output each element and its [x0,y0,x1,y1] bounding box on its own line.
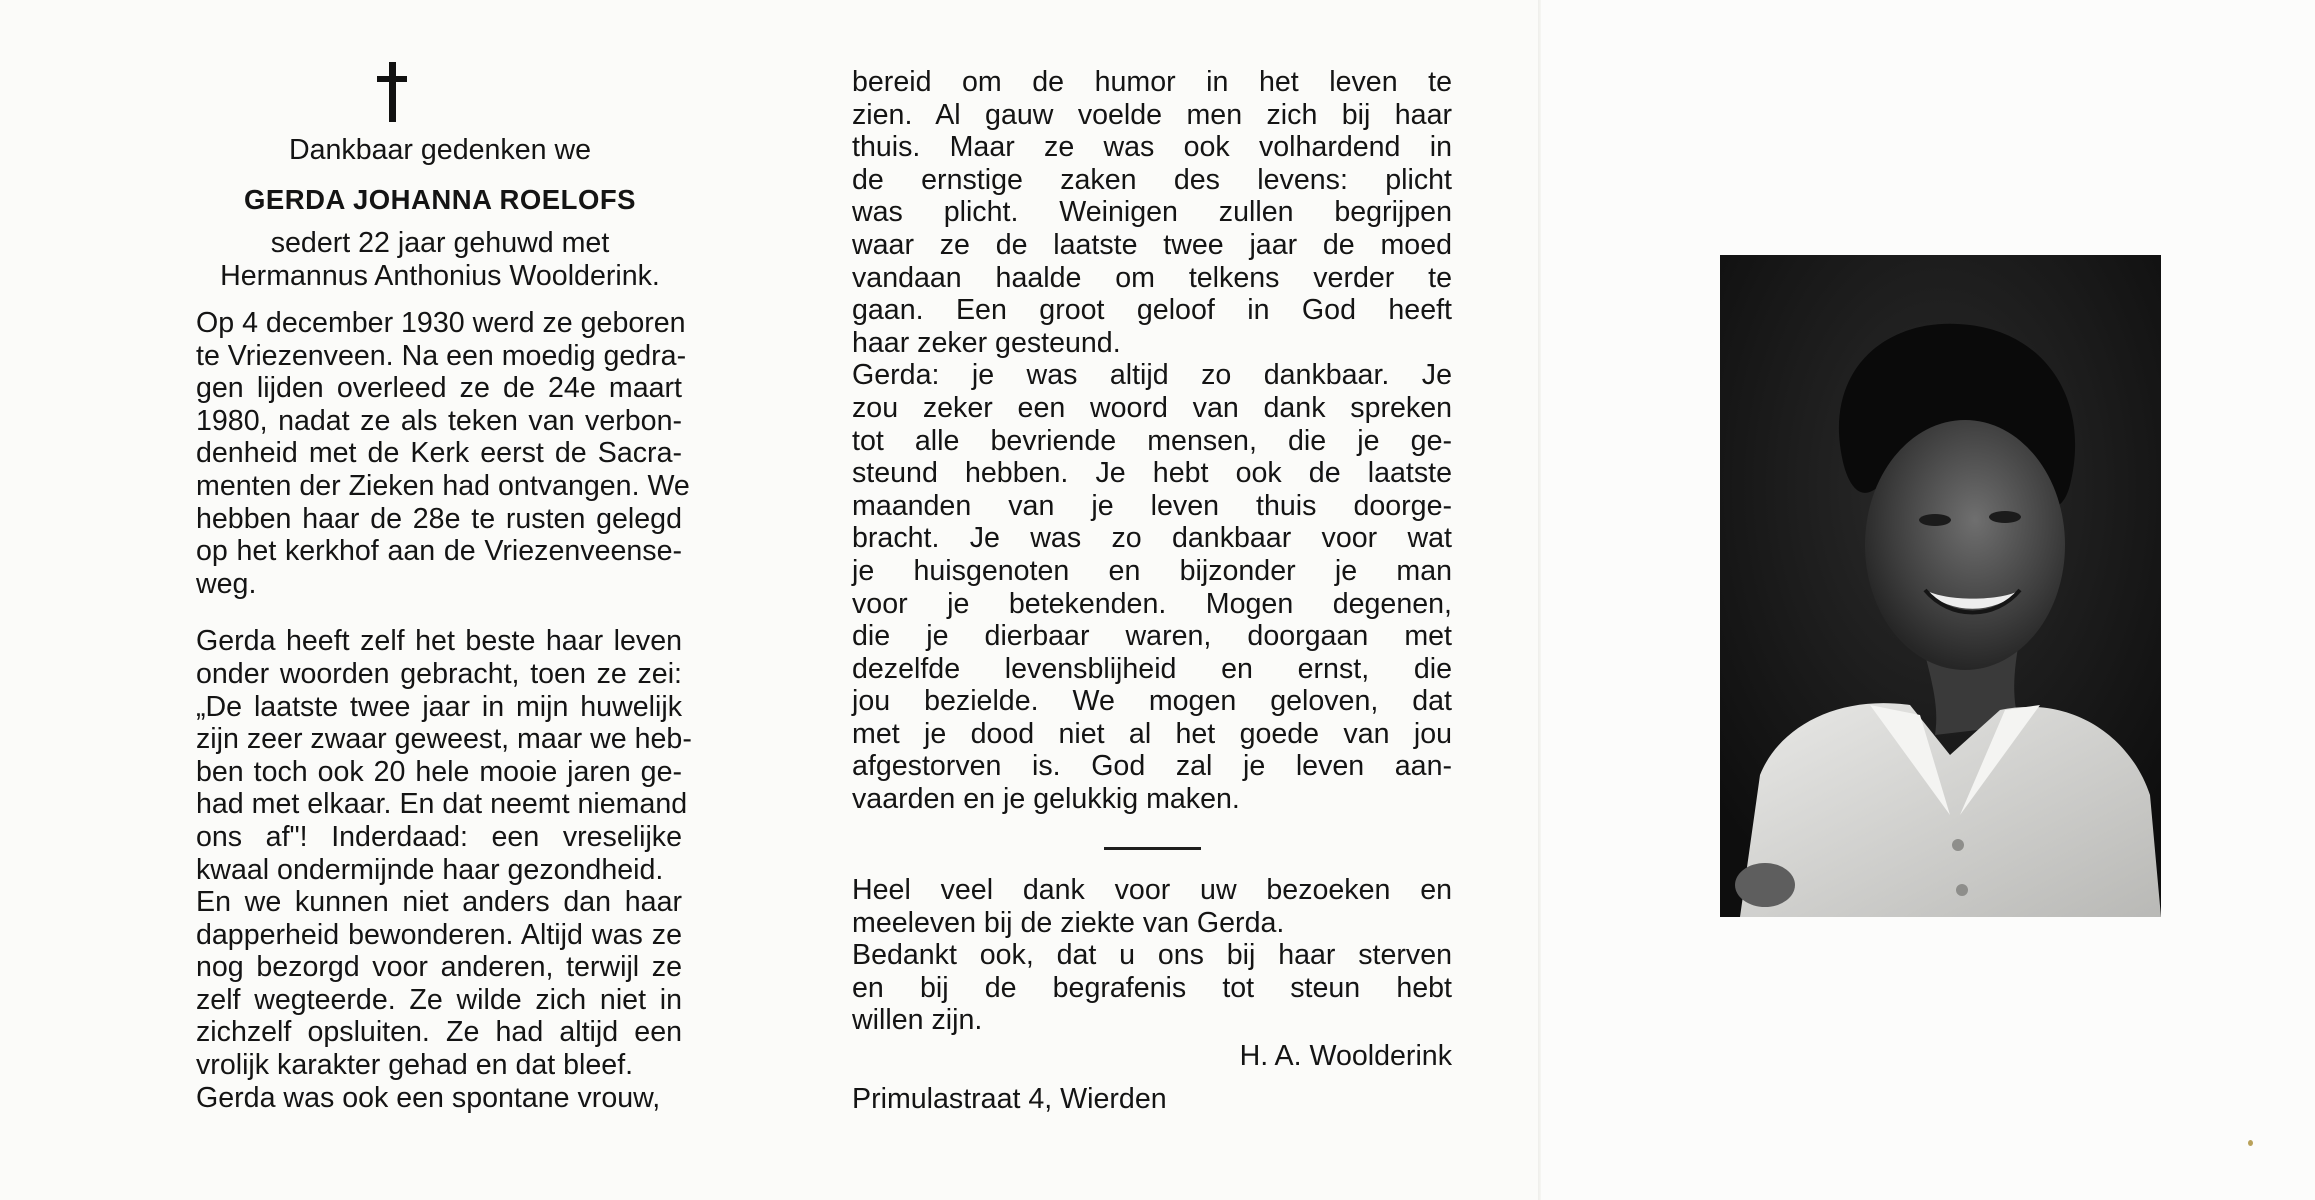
text-line: „De laatste twee jaar in mijn huwelijk [196,690,682,723]
text-line: zichzelf opsluiten. Ze had altijd een [196,1016,682,1049]
signature: H. A. Woolderink [1239,1040,1452,1072]
left-paragraph-2 [196,625,692,886]
text-line: gen lijden overleed ze de 24e maart [196,372,682,405]
text-line: de ernstige zaken des levens: plicht [852,163,1452,196]
text-line: kwaal ondermijnde haar gezondheid. [196,853,664,886]
text-line: Gerda: je was altijd zo dankbaar. Je [852,359,1452,392]
left-paragraph-4 [196,1082,682,1115]
speck [2248,1140,2253,1146]
text-line: ons af"! Inderdaad: een vreselijke [196,820,682,853]
text-line: dezelfde levensblijheid en ernst, die [852,652,1452,685]
text-line: en bij de begrafenis tot steun hebt [852,971,1452,1004]
text-line: jou bezielde. We mogen geloven, dat [852,685,1452,718]
text-line: ben toch ook 20 hele mooie jaren ge- [196,755,682,788]
portrait-photo [1720,255,2161,917]
text-line: Bedankt ook, dat u ons bij haar sterven [852,939,1452,972]
middle-paragraph-2 [852,359,1452,815]
address: Primulastraat 4, Wierden [852,1083,1167,1115]
header-line-3: sedert 22 jaar gehuwd met [270,227,610,259]
text-line: steund hebben. Je hebt ook de laatste [852,457,1452,490]
text-line: Gerda heeft zelf het beste haar leven [196,625,682,658]
text-line: bereid om de humor in het leven te [852,66,1452,98]
text-line: nog bezorgd voor anderen, terwijl ze [196,951,682,984]
text-line: thuis. Maar ze was ook volhardend in [852,131,1452,164]
text-line: had met elkaar. En dat neemt niemand [196,788,688,821]
text-line: bracht. Je was zo dankbaar voor wat [852,522,1452,555]
text-line: vandaan haalde om telkens verder te [852,261,1452,294]
text-line: weg. [196,567,257,600]
text-line: meeleven bij de ziekte van Gerda. [852,906,1285,939]
text-line: willen zijn. [852,1004,983,1037]
text-line: zijn zeer zwaar geweest, maar we heb- [196,723,692,756]
text-line: gaan. Een groot geloof in God heeft [852,294,1452,327]
header-line-1: Dankbaar gedenken we [288,134,592,166]
text-line: En we kunnen niet anders dan haar [196,886,682,919]
text-line: maanden van je leven thuis doorge- [852,489,1452,522]
text-line: vaarden en je gelukkig maken. [852,783,1240,816]
text-line: denheid met de Kerk eerst de Sacra- [196,437,682,470]
text-line: onder woorden gebracht, toen ze zei: [196,657,682,690]
text-line: menten der Zieken had ontvangen. We [196,469,690,502]
middle-paragraph-1 [852,66,1452,359]
left-paragraph-1 [196,307,690,600]
thanks-paragraph [852,874,1452,1037]
text-line: hebben haar de 28e te rusten gelegd [196,502,682,535]
text-line: tot alle bevriende mensen, die je ge- [852,424,1452,457]
card-fold [1538,0,1541,1200]
text-line: vrolijk karakter gehad en dat bleef. [196,1049,634,1082]
header-line-4: Hermannus Anthonius Woolderink. [220,260,660,292]
middle-column [852,66,1452,816]
text-line: haar zeker gesteund. [852,326,1121,359]
section-divider [1104,847,1201,850]
left-paragraph-3 [196,886,682,1082]
text-line: te Vriezenveen. Na een moedig gedra- [196,339,687,372]
text-line: dapperheid bewonderen. Altijd was ze [196,918,682,951]
text-line: voor je betekenden. Mogen degenen, [852,587,1452,620]
text-line: op het kerkhof aan de Vriezenveense- [196,535,682,568]
text-line: was plicht. Weinigen zullen begrijpen [852,196,1452,229]
text-line: waar ze de laatste twee jaar de moed [852,228,1452,261]
text-line: zelf wegteerde. Ze wilde zich niet in [196,983,682,1016]
text-line: die je dierbaar waren, doorgaan met [852,620,1452,653]
text-line: afgestorven is. God zal je leven aan- [852,750,1452,783]
text-line: Gerda was ook een spontane vrouw, [196,1081,661,1114]
deceased-name: GERDA JOHANNA ROELOFS [244,184,636,215]
cross-icon [376,62,408,122]
text-line: Op 4 december 1930 werd ze geboren [196,307,686,339]
text-line: Heel veel dank voor uw bezoeken en [852,874,1452,906]
text-line: zou zeker een woord van dank spreken [852,391,1452,424]
text-line: met je dood niet al het goede van jou [852,717,1452,750]
text-line: je huisgenoten en bijzonder je man [852,554,1452,587]
portrait-illustration [1720,255,2161,917]
left-column [196,307,692,1114]
text-line: 1980, nadat ze als teken van verbon- [196,404,682,437]
text-line: zien. Al gauw voelde men zich bij haar [852,98,1452,131]
